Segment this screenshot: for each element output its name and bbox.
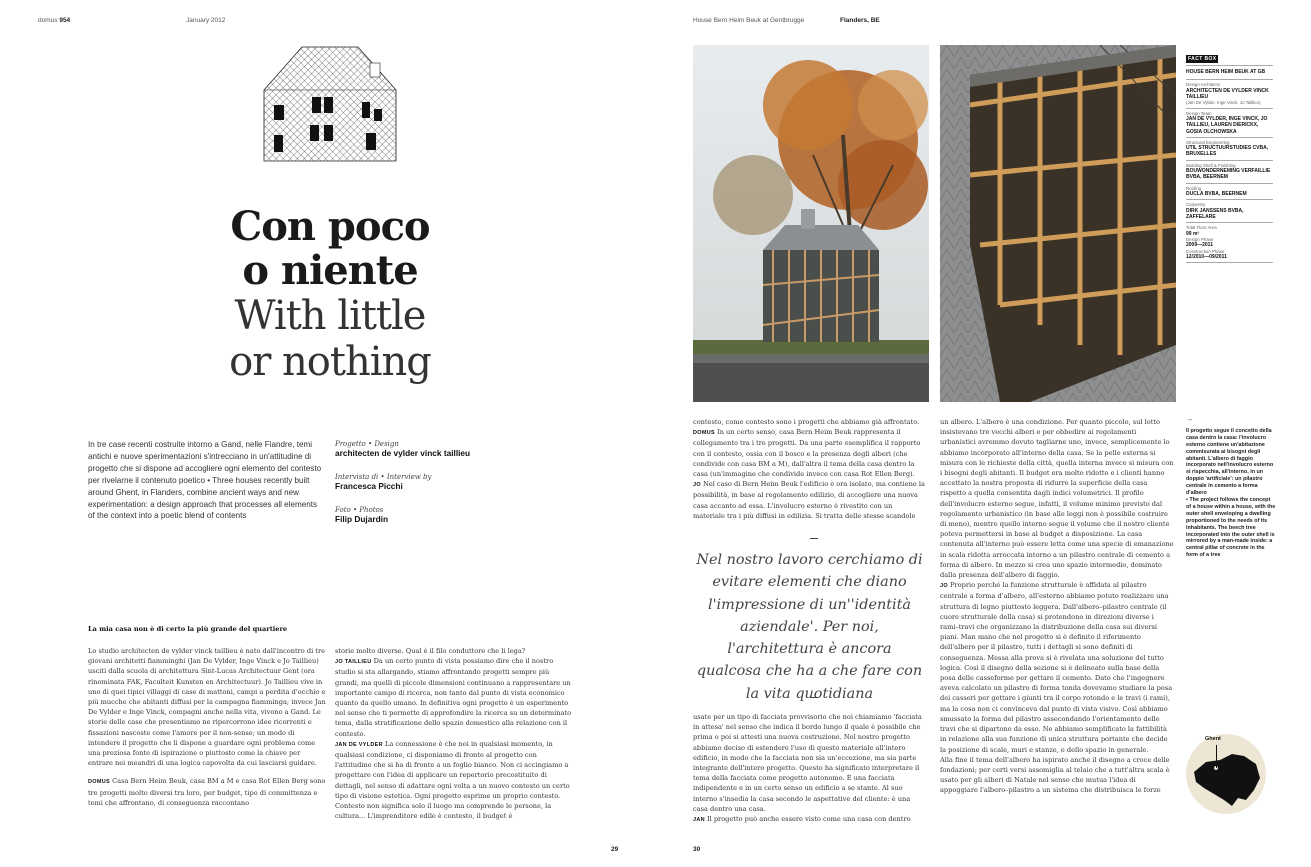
design-phase-label: Design Phase — [1186, 236, 1214, 242]
page-number-right: 30 — [693, 846, 701, 853]
col1-paragraph-2-text: Casa Bern Heim Beuk, casa BM a M e casa Rot Ellen Berg sono tre progetti molto diversi tra loro, per budget, tipo di committenza e temi che affrontano, di conseguenza raccontano — [88, 777, 326, 807]
fact-value: ARCHITECTEN DE VYLDER VINCK TAILLIEU — [1186, 87, 1269, 100]
house-exterior-photo — [693, 45, 929, 402]
photo-caption — [1186, 417, 1276, 559]
fact-section-carpentry — [1186, 199, 1273, 222]
col3-paragraph-3 — [693, 479, 926, 521]
pull-quote: Nel nostro lavoro cerchiamo di evitare elementi che diano l'impressione di un''identità aziendale'. Per noi, l'architettura è ancora qualcosa che ha a che fare con la vita quotidiana — [696, 552, 923, 702]
intro-english: • Three houses recently built around Ghent, in Flanders, combine ancient ways and new experimentation: a design approach that processes all elements of the context into a poetic blend of contents — [88, 475, 318, 521]
col2-paragraph-1: storie molto diverse. Qual è il filo conduttore che li lega? — [335, 647, 526, 655]
col3-paragraph-5-text: Il progetto può anche essere visto come una casa con dentro — [707, 815, 911, 824]
construction-phase-label: Construction Phase — [1186, 248, 1225, 254]
col4-paragraph-2-text: Proprio perché la funzione strutturale è affidata al pilastro centrale a forma d'albero, all'esterno abbiamo potuto realizzare una struttura di legno piuttosto leggera. Dall'albero–pilastro centrale (il cuore strutturale della casa) si protendono in direzioni diverse i rami–travi che organizzano la distribuzione della casa sui diversi piani. Man mano che nel progetto si è definito il riferimento dell'albero per il pilastro, tutti i dettagli si sono definiti di conseguenza. Messa alla prova si è rivelata una soluzione del tutto logica. Così il disegno della sezione si è delineato sulla base della posa delle casseforme per gettare il cemento. Dato che l'ingegnere aveva calcolato un pilastro di forma tonda dovevamo studiare la posa dei casseri per gettare i giunti tra il corpo rotondo e le travi (i rami), ma la cosa non ci convinceva dal punto di vista visivo. Così abbiamo smussato la forma del pilastro assecondando l'orientamento delle travi che si dipartono da esso. Ne abbiamo semplificato la fattibilità in relazione alla sua funzione di unica struttura portante che decide la posizione di scale, muri e stanze, e dello spazio in generale. — [940, 581, 1173, 754]
body-column-4 — [940, 417, 1174, 796]
fact-value: DUCLA BVBA, BEERNEM — [1186, 191, 1247, 198]
speaker-tag: JO TAILLIEU — [335, 659, 372, 666]
fact-label: Roofing — [1186, 185, 1202, 191]
fact-label: Carpentry — [1186, 202, 1206, 208]
belgium-map-shape — [1186, 734, 1266, 814]
fact-section-structural — [1186, 137, 1273, 160]
col3-paragraph-4: usate per un tipo di facciata provvisorio che noi chiamiamo 'facciata in attesa' nel senso che indica il bordo lungo il quale è possibile che prima o poi si attesti una nuova costruzione. Nel nostro progetto abbiamo deciso di estendere l'uso di questo materiale all'intero edificio, in modo che la facciata non sia un'eccezione, ma sia parte integrante dell'intero progetto. Questo ha significato interpretare il tema della facciata come progetto autonomo. È una facciata indipendente e in un certo senso un edificio a se stante. Al suo interno s'insedia la casa secondo le aspettative del cliente: è una casa dentro una casa. — [693, 713, 922, 813]
caption-italian: Il progetto segue il concetto della casa dentro la casa: l'involucro esterno contiene un'abitazione commisurata ai bisogni degli abitanti. L'albero di faggio incorporato nell'involucro esterno si rispecchia, all'interno, in un doppio 'artificiale': un pilastro centrale in cemento a forma d'albero — [1186, 427, 1274, 497]
fact-label: Design Architects — [1186, 82, 1220, 88]
body-column-3-continued — [693, 712, 926, 825]
fact-label: Structural Engineering — [1186, 139, 1230, 145]
fact-value: BOUWONDERNEMING VERFAILLIE BVBA, BEERNEM — [1186, 168, 1271, 181]
location-header: Flanders, BE — [840, 17, 880, 24]
title-english-line2: or nothing — [229, 339, 431, 385]
col2-paragraph-2 — [335, 656, 573, 739]
interview-value: Francesca Picchi — [335, 481, 403, 491]
speaker-tag: DOMUS — [88, 779, 110, 786]
floor-area-label: Total Floor Area — [1186, 225, 1217, 231]
fact-box-project: HOUSE BERN HEIM BEUK AT GB — [1186, 65, 1273, 79]
photos-value: Filip Dujardin — [335, 514, 389, 524]
col2-paragraph-3-text: La connessione è che noi in qualsiasi momento, in qualsiasi condizione, ci disponiamo di fronte al progetto con l'attitudine che si ha di fronte a un foglio bianco. Non ci accingiamo a progettare con l'idea di applicare un repertorio precostituito di dettagli, nel senso di adattare ogni volta a un nuovo contesto un certo tipo di visione estetica. Ogni progetto esprime un proprio contesto. Contesto non significa solo il luogo ma comprende le persone, la cultura... L'imprenditore edile è contesto, il budget è — [335, 739, 570, 821]
speaker-tag: JAN — [693, 817, 705, 824]
col4-paragraph-2 — [940, 580, 1174, 754]
issue-number: 954 — [59, 17, 71, 24]
fact-section-dates — [1186, 222, 1273, 263]
fact-section-roofing — [1186, 183, 1273, 200]
fact-note: (Jan De Vylder, Inge Vinck, Jo Taillieu) — [1186, 100, 1261, 106]
intro-italian: In tre case recenti costruite intorno a Gand, nelle Fiandre, temi antichi e nuove sperimentazioni s'intrecciano in un'attitudine di progetto che si dispone ad accogliere ogni elemento del contesto per rivelarne il contenuto poetico — [88, 440, 322, 485]
quote-rule-top — [810, 538, 818, 539]
fact-box — [1186, 45, 1273, 263]
photos-label: Foto • Photos — [335, 506, 384, 514]
interview-label: Intervista di • Interview by — [335, 473, 432, 481]
body-column-2 — [335, 646, 573, 821]
fact-section-architects — [1186, 79, 1273, 107]
col3-paragraph-3-text: Nel caso di Bern Heim Beuk l'edificio è ora isolato, ma contiene la possibilità, in base al regolamento edilizio, di accogliere una nuova casa accanto ad essa. L'involucro esterno è rivestito con un materiale tra i più diffusi in edilizia. Si tratta delle stesse scandole — [693, 480, 925, 520]
col3-paragraph-5 — [693, 814, 926, 825]
quote-rule-bottom — [810, 697, 818, 698]
map-label: Ghent — [1205, 736, 1221, 742]
left-running-header — [38, 17, 70, 24]
credits — [335, 440, 575, 524]
intro-text — [88, 439, 324, 522]
fact-label: Building Shell & Finishing — [1186, 162, 1236, 168]
speaker-tag: JAN DE VYLDER — [335, 741, 383, 748]
fact-value: UTIL STRUCTUURSTUDIES CVBA, BRUXELLES — [1186, 145, 1269, 158]
magazine-name: domus — [38, 17, 58, 24]
col2-paragraph-2-text: Da un certo punto di vista possiamo dire che il nostro studio si sta allargando, stiamo affrontando progetti sempre più grandi, ma quelli di piccole dimensioni continuano a rappresentare un importante campo di ricerca, non tanto dal punto di vista economico quanto da quello umano. In definitiva ogni progetto è un esperimento nel senso che ti permette di approfondire la ricerca su un determinato tema, dalla stratificazione dello spazio domestico alla relazione con il contesto. — [335, 657, 572, 738]
design-label: Progetto • Design — [335, 440, 399, 448]
fact-section-building — [1186, 160, 1273, 183]
section-heading: La mia casa non è di certo la più grande del quartiere — [88, 625, 288, 633]
map-pointer — [1216, 745, 1217, 768]
col2-paragraph-3 — [335, 739, 573, 822]
speaker-tag: JO — [693, 482, 701, 489]
title-italian-line2: o niente — [242, 247, 418, 294]
fact-value: DIRK JANSSENS BVBA, ZAFFELARE — [1186, 207, 1244, 220]
fact-section-team — [1186, 108, 1273, 137]
col4-paragraph-3: Alla fine il tema dell'albero ha ispirato anche il disegno a croce delle fondazioni; per certi versi assomiglia al telaio che a tutt'altra scala è usato per gli alberi di Natale nel senso che mutua l'idea di appoggiare l'albero–pilastro a un sistema che distribuisca le forze — [940, 755, 1170, 795]
body-column-1 — [88, 646, 326, 808]
title-italian-line1: Con poco — [230, 203, 430, 250]
house-illustration — [262, 45, 398, 163]
design-phase-value: 2009—2011 — [1186, 242, 1213, 249]
speaker-tag: DOMUS — [693, 430, 715, 437]
construction-phase-value: 12/2010—09/2011 — [1186, 254, 1227, 261]
col3-paragraph-1: contesto, come contesto sono i progetti che abbiamo già affrontato. — [693, 418, 920, 426]
fact-label: Design Team — [1186, 110, 1212, 116]
col4-paragraph-1: un albero. L'albero è una condizione. Per quanto piccolo, sul lotto insistevano tre vecchi alberi e per obbedire ai regolamenti urbanistici avremmo dovuto tagliarne uno, invece, semplicemente lo abbiamo incorporato all'interno della casa. Se la pelle esterna si misura con le richieste della città, quella interna invece si misura con i bisogni degli abitanti. Il budget era molto ridotto e i clienti hanno accettato la nostra proposta di ridurre la superficie della casa rispetto a quella consentita dagli indici volumetrici. Il profilo dell'involucro esterno segue, infatti, il volume minimo previsto dal regolamento urbanistico (in base alle leggi non è possibile costruire di meno), mentre quello interno segue il volume che il nostro cliente poteva permettersi in base al budget a disposizione. La casa contenuta all'interno può essere letta come una specie di emanazione in scala ridotta arroccata intorno a un pilastro centrale di cemento a forma di albero. In mezzo si crea uno spazio intermedio, dominato dalla presenza dell'albero di faggio. — [940, 418, 1174, 580]
floor-area-value: 99 m² — [1186, 230, 1200, 237]
col1-paragraph-2 — [88, 776, 326, 808]
speaker-tag: JO — [940, 583, 948, 590]
article-title — [200, 205, 460, 385]
caption-english: • The project follows the concept of a house within a house, with the outer shell enveloping a dwelling proportioned to the needs of its inhabitants. The beech tree incorporated into the outer shell is mirrored by a man-made inside: a central pillar of concrete in the form of a tree — [1186, 496, 1276, 559]
project-header: House Bern Heim Beuk at Gentbrugge — [693, 17, 805, 24]
col3-paragraph-2-text: In un certo senso, casa Bern Heim Beuk rappresenta il collegamento tra i tre progetti. Da una parte esemplifica il rapporto con il contesto, ossia con il bosco e la presenza degli alberi (che condivide con casa BM a M), dall'altra il tema della casa dentro la casa (un'immagine che condivide invece con casa Rot Ellen Berg). — [693, 428, 921, 479]
body-column-3 — [693, 417, 926, 521]
fact-value: JAN DE VYLDER, INGE VINCK, JO TAILLIEU, LAUREN DIERICKX, GOSIA OLCHOWSKA — [1186, 116, 1268, 135]
col3-paragraph-2 — [693, 427, 926, 479]
col1-paragraph-1: Lo studio architecten de vylder vinck taillieu è nato dall'incontro di tre giovani architetti fiamminghi (Jan De Vylder, Inge Vinck e Jo Taillieu) usciti dalla scuola di architettura Sint-Lucas Architectuur Gent (ora rinominata FAK, Faculteit Kunsten en Architectuur). Jo Taillieu vive in uno di quei tipici villaggi di case di mattoni, campi a perdita d'occhio e più mucche che abitanti diffusi per la campagna fiamminga; invece Jan De Vylder e Inge Vinck, compagni anche nella vita, vivono a Gand. Le storie delle case che presentiamo ne ripercorrono idee ricorrenti e fissazioni nascoste come l'amore per il non-sense; un modo di intendere il progetto che li dispone a guardare ogni problema come una preziosa fonte di ispirazione o piuttosto come la chiave per entrare nei meandri di una logica capovolta da cui lasciarsi guidare. — [88, 647, 326, 768]
facade-detail-photo — [940, 45, 1176, 402]
location-map — [1186, 734, 1266, 814]
issue-date: January 2012 — [186, 17, 226, 24]
page-number-left: 29 — [611, 846, 619, 853]
caption-arrow: → — [1186, 416, 1193, 423]
design-value: architecten de vylder vinck taillieu — [335, 448, 471, 458]
title-english-line1: With little — [234, 293, 426, 339]
fact-box-title: FACT BOX — [1188, 56, 1217, 62]
